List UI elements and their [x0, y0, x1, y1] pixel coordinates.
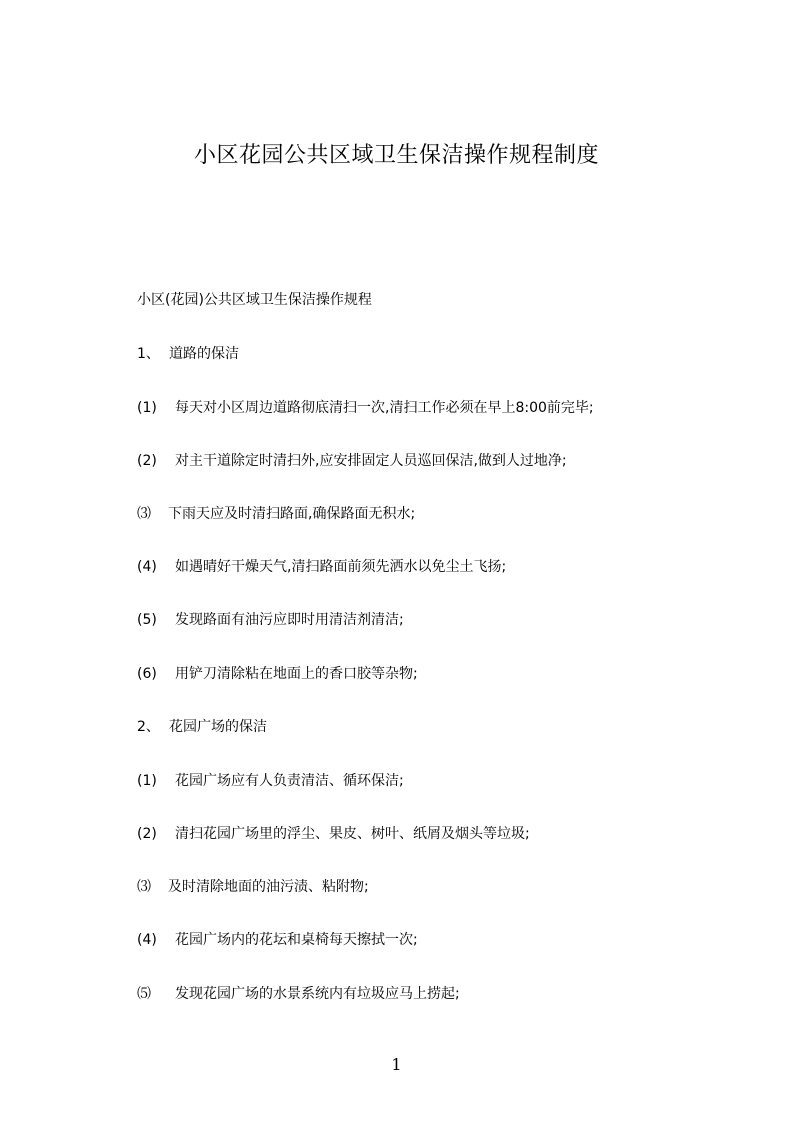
list-item — [137, 824, 530, 844]
item-number: ⑸ — [137, 986, 151, 1002]
item-number: (5) — [137, 612, 157, 628]
item-number: (2) — [137, 826, 157, 842]
list-item — [137, 557, 506, 577]
item-text: 及时清除地面的油污渍、粘附物; — [168, 879, 369, 895]
item-text: 下雨天应及时清扫路面,确保路面无积水; — [168, 506, 416, 522]
item-text: 如遇晴好干燥天气,清扫路面前须先洒水以免尘土飞扬; — [175, 559, 507, 575]
list-item — [137, 504, 415, 524]
item-text: 发现路面有油污应即时用清洁剂清洁; — [175, 612, 404, 628]
item-number: (6) — [137, 666, 157, 682]
item-number: ⑶ — [137, 506, 151, 522]
section-number: 2、 — [137, 719, 160, 735]
item-number: (4) — [137, 559, 157, 575]
item-text: 对主干道除定时清扫外,应安排固定人员巡回保洁,做到人过地净; — [175, 453, 567, 469]
list-item — [137, 398, 594, 418]
item-number: (1) — [137, 400, 157, 416]
list-item — [137, 451, 567, 471]
document-subtitle: 小区(花园)公共区域卫生保洁操作规程 — [137, 292, 372, 308]
section-heading — [137, 717, 267, 737]
list-item — [137, 664, 418, 684]
item-text: 清扫花园广场里的浮尘、果皮、树叶、纸屑及烟头等垃圾; — [175, 826, 530, 842]
item-number: ⑶ — [137, 879, 151, 895]
section-heading — [137, 344, 239, 364]
item-number: (4) — [137, 932, 157, 948]
item-number: (1) — [137, 773, 157, 789]
item-text: 用铲刀清除粘在地面上的香口胶等杂物; — [175, 666, 418, 682]
item-text: 发现花园广场的水景系统内有垃圾应马上捞起; — [175, 986, 460, 1002]
item-text: 花园广场内的花坛和桌椅每天擦拭一次; — [175, 932, 418, 948]
list-item — [137, 610, 404, 630]
item-text: 花园广场应有人负责清洁、循环保洁; — [175, 773, 404, 789]
list-item — [137, 984, 460, 1004]
section-heading-text: 花园广场的保洁 — [169, 719, 267, 735]
page-number: 1 — [391, 1055, 402, 1074]
list-item — [137, 771, 404, 791]
section-heading-text: 道路的保洁 — [169, 346, 239, 362]
list-item — [137, 877, 369, 897]
document-title: 小区花园公共区域卫生保洁操作规程制度 — [193, 143, 599, 168]
item-number: (2) — [137, 453, 157, 469]
item-text: 每天对小区周边道路彻底清扫一次,清扫工作必须在早上8:00前完毕; — [175, 400, 594, 416]
section-number: 1、 — [137, 346, 160, 362]
list-item — [137, 930, 418, 950]
